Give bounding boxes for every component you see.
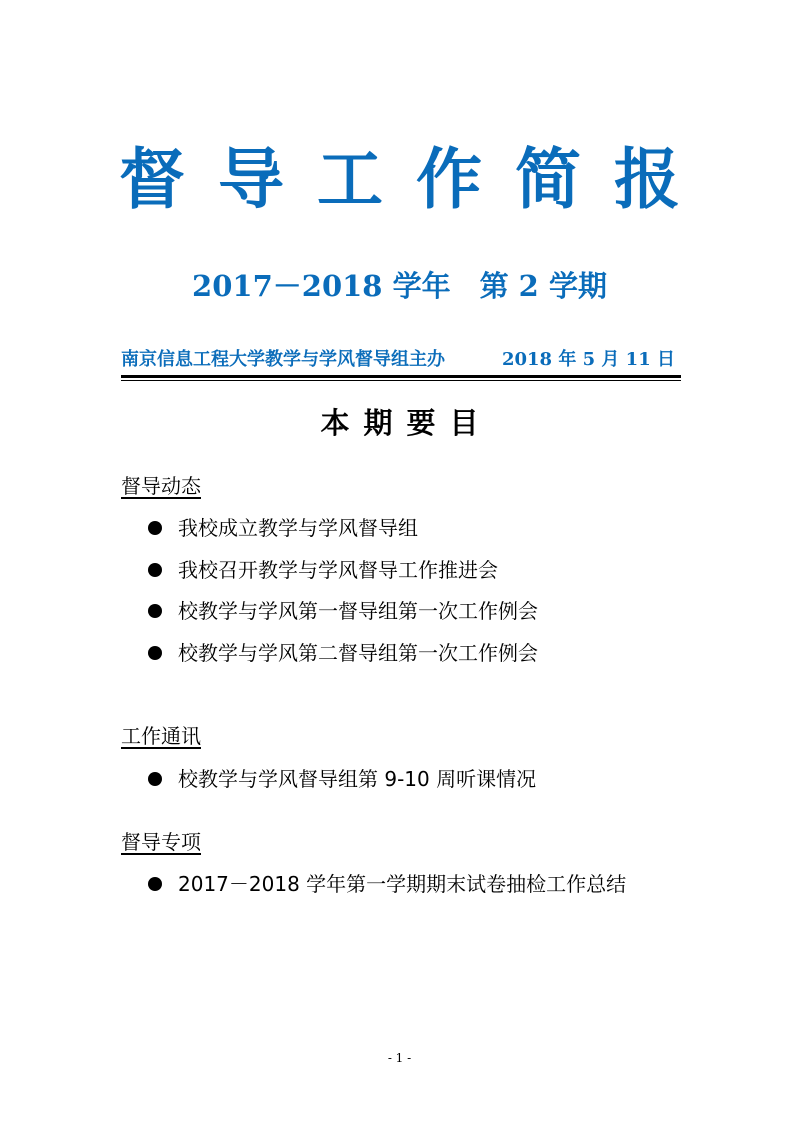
section-title-work-newsletter: 工作通讯 [121, 724, 201, 748]
bullet-icon [148, 877, 162, 891]
contents-heading: 本期要目 [320, 406, 493, 440]
list-item-text: 校教学与学风第一督导组第一次工作例会 [178, 599, 538, 623]
list-item-text: 我校成立教学与学风督导组 [178, 516, 418, 540]
academic-term: 2017－2018 学年 第 2 学期 [192, 269, 607, 303]
list-item-text: 校教学与学风督导组第 9-10 周听课情况 [178, 767, 537, 791]
list-item-text: 2017－2018 学年第一学期期末试卷抽检工作总结 [178, 872, 627, 896]
masthead-rule-thick [121, 375, 681, 378]
bullet-icon [148, 772, 162, 786]
section-title-supervision-news: 督导动态 [121, 474, 201, 498]
organizer: 南京信息工程大学教学与学风督导组主办 [121, 349, 445, 370]
page-number: - 1 - [387, 1051, 412, 1065]
bullet-icon [148, 646, 162, 660]
bullet-icon [148, 521, 162, 535]
masthead-rule-thin [121, 380, 681, 381]
issue-date: 2018 年 5 月 11 日 [501, 349, 675, 370]
section-title-special-supervision: 督导专项 [121, 830, 201, 854]
list-item-text: 我校召开教学与学风督导工作推进会 [178, 558, 498, 582]
bulletin-title: 督导工作简报 [119, 141, 713, 218]
list-item-text: 校教学与学风第二督导组第一次工作例会 [178, 641, 538, 665]
bullet-icon [148, 604, 162, 618]
bullet-icon [148, 563, 162, 577]
masthead-info-row [121, 346, 681, 374]
